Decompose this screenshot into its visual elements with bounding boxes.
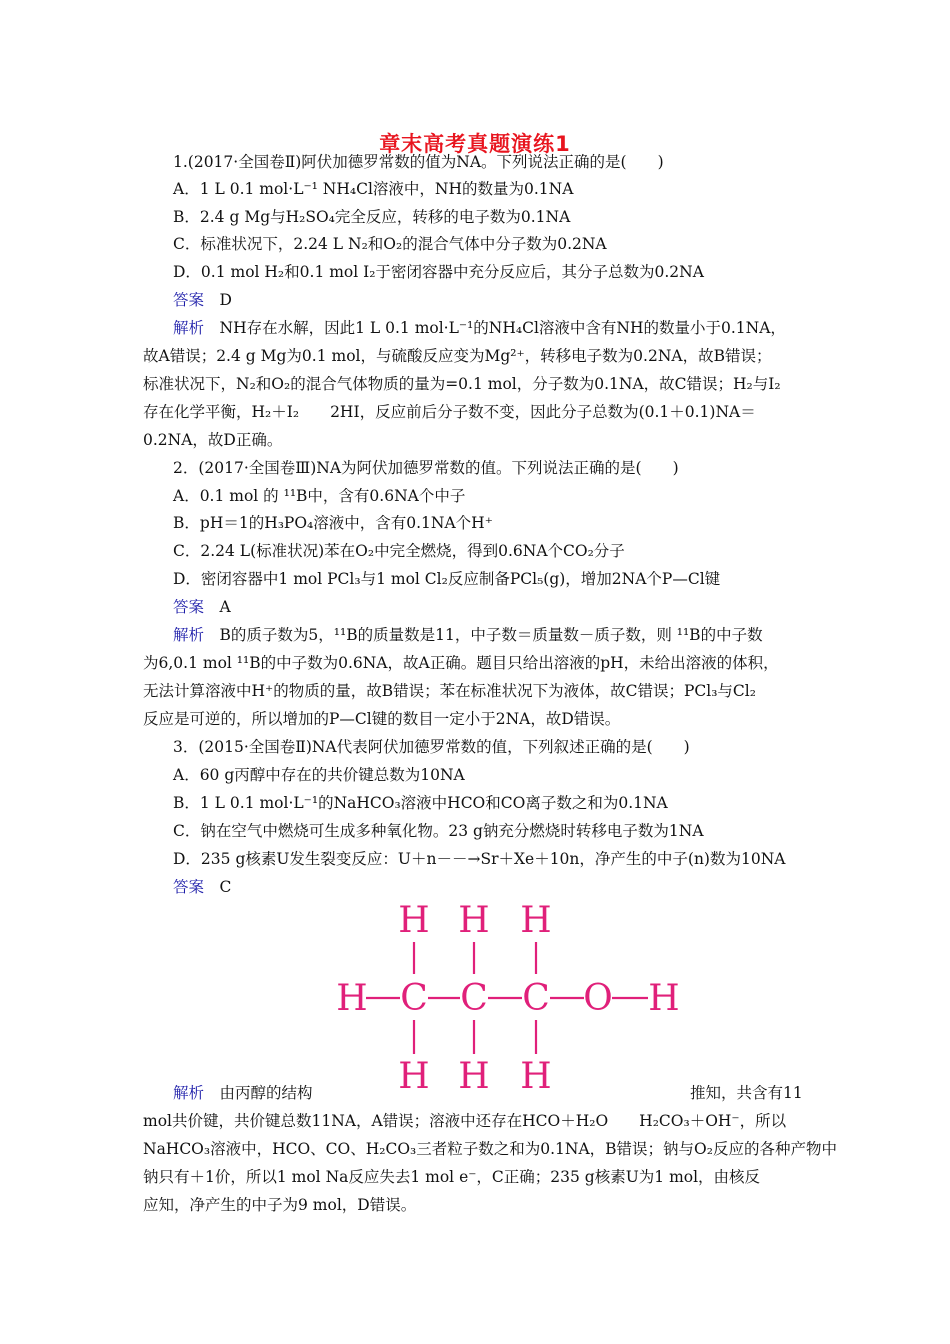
analysis-text: 标准状况下，N₂和O₂的混合气体物质的量为=0.1 mol，分子数为0.1NA，故C错误；H₂与I₂ (143, 375, 781, 393)
q3-option-c: C．钠在空气中燃烧可生成多种氧化物。23 g钠充分燃烧时转移电子数为1NA (173, 822, 704, 840)
answer-label: 答案 (173, 291, 205, 309)
q3-option-a: A．60 g丙醇中存在的共价键总数为10NA (173, 766, 465, 784)
hydrogen-atom: H (648, 978, 680, 1019)
analysis-text: 应知，净产生的中子为9 mol，D错误。 (143, 1196, 417, 1214)
q3-answer (173, 877, 231, 897)
hydrogen-atom: H (458, 902, 490, 941)
analysis-text: mol共价键，共价键总数11NA，A错误；溶液中还存在HCO＋H₂O H₂CO₃＋OH⁻，所以 (143, 1112, 787, 1130)
analysis-text: 存在化学平衡，H₂＋I₂ 2HI，反应前后分子数不变，因此分子总数为(0.1＋0.1)NA＝ (143, 403, 756, 421)
q2-analysis (173, 625, 763, 645)
analysis-text: 钠只有＋1价，所以1 mol Na反应失去1 mol e⁻，C正确；235 g核素U为1 mol，由核反 (143, 1168, 761, 1186)
hydrogen-atom: H (520, 1056, 552, 1092)
analysis-text: 为6,0.1 mol ¹¹B的中子数为0.6NA，故A正确。题目只给出溶液的pH，未给出溶液的体积， (143, 654, 779, 672)
analysis-label: 解析 (173, 626, 205, 644)
hydrogen-atom: H (458, 1056, 490, 1092)
analysis-text: 反应是可逆的，所以增加的P—Cl键的数目一定小于2NA，故D错误。 (143, 710, 621, 728)
q2-answer (173, 597, 231, 617)
q3-analysis (173, 1083, 313, 1103)
q1-option-c: C．标准状况下，2.24 L N₂和O₂的混合气体中分子数为0.2NA (173, 235, 607, 253)
q1-analysis (173, 318, 786, 338)
q1-option-b: B．2.4 g Mg与H₂SO₄完全反应，转移的电子数为0.1NA (173, 208, 571, 226)
q1-answer (173, 290, 232, 310)
q1-stem: 1.(2017·全国卷Ⅱ)阿伏加德罗常数的值为NA。下列说法正确的是( ) (173, 153, 664, 171)
q2-stem: 2．(2017·全国卷Ⅲ)NA为阿伏加德罗常数的值。下列说法正确的是( ) (173, 459, 679, 477)
hydrogen-atom: H (336, 978, 368, 1019)
answer-label: 答案 (173, 878, 205, 896)
analysis-text: 0.2NA，故D正确。 (143, 431, 283, 449)
answer-value: D (219, 291, 232, 309)
analysis-text: NH存在水解，因此1 L 0.1 mol·L⁻¹的NH₄Cl溶液中含有NH的数量小于0.1NA， (219, 319, 786, 337)
oxygen-atom: O (583, 978, 613, 1019)
q3-stem: 3．(2015·全国卷Ⅱ)NA代表阿伏加德罗常数的值，下列叙述正确的是( ) (173, 738, 690, 756)
analysis-text: B的质子数为5，¹¹B的质量数是11，中子数＝质量数－质子数，则 ¹¹B的中子数 (219, 626, 763, 644)
hydrogen-atom: H (520, 902, 552, 941)
carbon-atom: C (522, 978, 550, 1019)
analysis-text: NaHCO₃溶液中，HCO、CO、H₂CO₃三者粒子数之和为0.1NA，B错误；钠与O₂反应的各种产物中 (143, 1140, 837, 1158)
answer-value: C (219, 878, 232, 896)
q1-option-a: A．1 L 0.1 mol·L⁻¹ NH₄Cl溶液中，NH的数量为0.1NA (173, 180, 574, 198)
analysis-label: 解析 (173, 1084, 205, 1102)
answer-label: 答案 (173, 598, 205, 616)
analysis-text: 无法计算溶液中H⁺的物质的量，故B错误；苯在标准状况下为液体，故C错误；PCl₃与Cl₂ (143, 682, 756, 700)
q2-option-a: A．0.1 mol 的 ¹¹B中，含有0.6NA个中子 (173, 487, 466, 505)
carbon-atom: C (400, 978, 428, 1019)
q1-option-d: D．0.1 mol H₂和0.1 mol I₂于密闭容器中充分反应后，其分子总数为0.2NA (173, 263, 704, 281)
hydrogen-atom: H (398, 1056, 430, 1092)
q2-option-c: C．2.24 L(标准状况)苯在O₂中完全燃烧，得到0.6NA个CO₂分子 (173, 542, 625, 560)
analysis-text: 故A错误；2.4 g Mg为0.1 mol，与硫酸反应变为Mg²⁺，转移电子数为0.2NA，故B错误； (143, 347, 772, 365)
hydrogen-atom: H (398, 902, 430, 941)
carbon-atom: C (460, 978, 488, 1019)
propanol-structure-diagram (336, 902, 686, 1092)
analysis-text: 推知，共含有11 (690, 1084, 803, 1102)
q3-option-d: D．235 g核素U发生裂变反应：U＋n－－→Sr＋Xe＋10n，净产生的中子(n)数为10NA (173, 850, 786, 868)
analysis-label: 解析 (173, 319, 205, 337)
q3-option-b: B．1 L 0.1 mol·L⁻¹的NaHCO₃溶液中HCO和CO离子数之和为0.1NA (173, 794, 668, 812)
analysis-text: 由丙醇的结构 (219, 1084, 313, 1102)
q2-option-d: D．密闭容器中1 mol PCl₃与1 mol Cl₂反应制备PCl₅(g)，增加2NA个P—Cl键 (173, 570, 721, 588)
q2-option-b: B．pH＝1的H₃PO₄溶液中，含有0.1NA个H⁺ (173, 514, 493, 532)
page-title: 章末高考真题演练1 (379, 132, 571, 156)
answer-value: A (219, 598, 231, 616)
